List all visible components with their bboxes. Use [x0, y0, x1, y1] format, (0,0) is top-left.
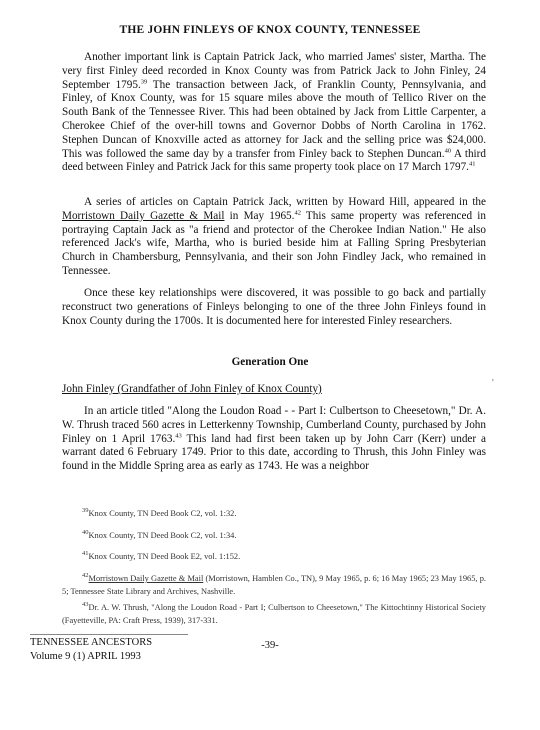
- footnote-40: [62, 530, 486, 543]
- footnote-ref-42: 42: [294, 209, 301, 217]
- paragraph-text: Another important link is Captain Patrick Jack, who married James' sister, Martha. The very first Finley deed recorded in Knox County was from Patrick Jack to John Finley, 24 September 1795.: [62, 51, 486, 91]
- publication-title: Morristown Daily Gazette & Mail: [62, 209, 225, 222]
- footnote-39: [62, 508, 486, 521]
- footnote-text: Knox County, TN Deed Book E2, vol. 1:152.: [88, 552, 241, 561]
- section-heading: Generation One: [231, 356, 309, 368]
- footnote-ref-39: 39: [140, 77, 148, 85]
- paragraph-text: In an article titled "Along the Loudon Road - - Part I: Culbertson to Cheesetown," Dr. A. W. Thrush traced 560 acres in Letterkenny Township, Cumberland County, purchased by John Finley on 1 April 1763.: [62, 405, 486, 445]
- paragraph-howard-hill: [62, 196, 486, 279]
- paragraph-patrick-jack: [62, 51, 486, 175]
- paragraph-text: Once these key relationships were discovered, it was possible to go back and partially reconstruct two generations of Finleys belonging to one of the three John Finleys found in Knox County during the 1700s. It is documented here for interested Finley researchers.: [62, 287, 486, 327]
- paragraph-loudon-road: [62, 405, 486, 474]
- subsection-heading: John Finley (Grandfather of John Finley of Knox County): [62, 383, 322, 395]
- footer-divider: [30, 634, 188, 635]
- footnote-ref-40: 40: [444, 146, 452, 154]
- volume-info: Volume 9 (1) APRIL 1993: [30, 651, 141, 662]
- footnote-number: 41: [82, 550, 89, 558]
- footnote-number: 39: [82, 507, 89, 515]
- paragraph-text: in May 1965.: [224, 209, 295, 222]
- footnote-text: (Morristown, Hamblen Co., TN), 9 May 1965, p. 6; 16 May 1965; 23 May 1965, p. 5; Tennessee State Library and Archives, Nashville.: [62, 574, 486, 596]
- paragraph-text: A third deed between Finley and Patrick Jack for this same property took place on 17 March 1797.: [62, 147, 486, 174]
- footnote-41: [62, 551, 486, 564]
- page-title: THE JOHN FINLEYS OF KNOX COUNTY, TENNESSEE: [119, 24, 421, 36]
- paragraph-text: This same property was referenced in portraying Captain Jack as "a friend and protector of the Cherokee Indian Nation." He also referenced Jack's wife, Martha, who is buried beside him at Falling Spring Presbyterian Church in Chambersburg, Pennsylvania, and their son John Findley Jack, who remained in Tennessee.: [62, 209, 486, 277]
- footnote-42: [62, 573, 486, 598]
- paragraph-text: This land had first been taken up by John Carr (Kerr) under a warrant dated 6 February 1749. Prior to this date, according to Thrush, this John Finley was found in the Middle Spring area as early as 1743. He was a neighbor: [62, 432, 486, 473]
- journal-name: TENNESSEE ANCESTORS: [30, 637, 153, 648]
- footnote-text: Dr. A. W. Thrush, "Along the Loudon Road - Part I; Culbertson to Cheesetown," The Kittochtinny Historical Society (Fayetteville, PA: Craft Press, 1939), 317-331.: [62, 603, 486, 625]
- footnote-text: Knox County, TN Deed Book C2, vol. 1:34.: [88, 531, 237, 540]
- page-number: -39-: [261, 640, 279, 651]
- footnote-ref-41: 41: [468, 160, 476, 168]
- publication-title: Morristown Daily Gazette & Mail: [88, 574, 204, 583]
- scan-mark: ': [492, 378, 494, 389]
- paragraph-text: A series of articles on Captain Patrick Jack, written by Howard Hill, appeared in the: [84, 196, 486, 208]
- footnote-ref-43: 43: [175, 431, 182, 439]
- footnote-43: [62, 602, 486, 627]
- footnote-number: 40: [82, 529, 89, 537]
- paragraph-text: The transaction between Jack, of Franklin County, Pennsylvania, and Finley, of Knox County, was for 15 square miles above the mouth of Tellico River on the South Bank of the Tennessee River. This had been obtained by Jack from Little Carpenter, a Cherokee Chief of the over-hill towns and Governor Dobbs of North Carolina in 1762. Stephen Duncan of Knoxville acted as attorney for Jack and the selling price was $24,000. This was followed the same day by a transfer from Finley back to Stephen Duncan.: [62, 78, 487, 160]
- footnote-number: 42: [82, 572, 89, 580]
- paragraph-relationships: [62, 287, 486, 328]
- footnote-number: 43: [82, 601, 89, 609]
- footnote-text: Knox County, TN Deed Book C2, vol. 1:32.: [88, 509, 237, 518]
